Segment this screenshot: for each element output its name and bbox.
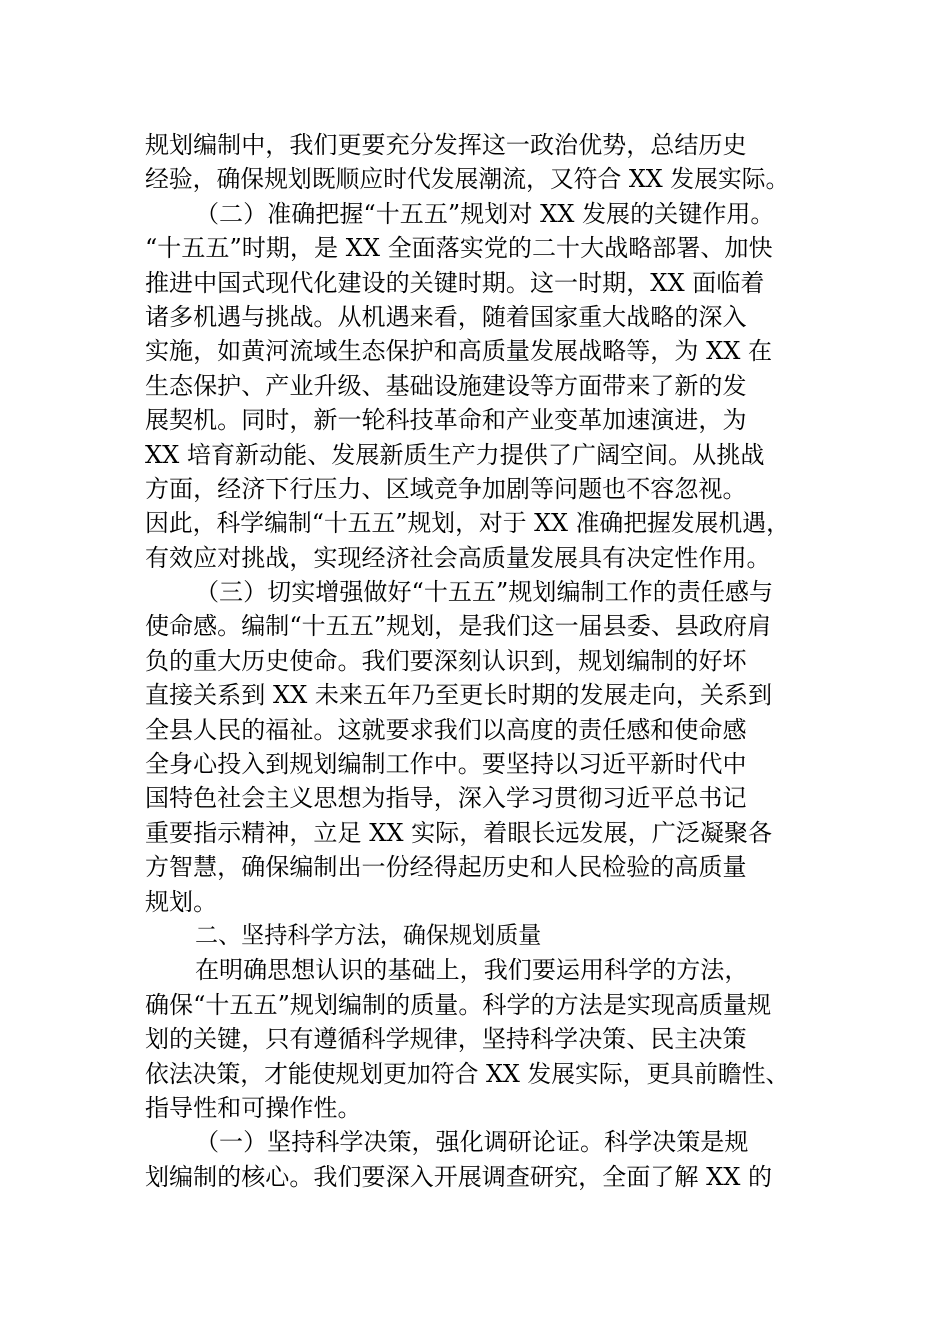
text-line: XX 培育新动能、发展新质生产力提供了广阔空间。从挑战 — [145, 440, 765, 469]
text-line: 确保“十五五”规划编制的质量。科学的方法是实现高质量规 — [145, 990, 772, 1019]
text-line: 使命感。编制“十五五”规划，是我们这一届县委、县政府肩 — [145, 612, 772, 641]
section-heading: 二、坚持科学方法，确保规划质量 — [195, 922, 542, 949]
text-line: 方面，经济下行压力、区域竞争加剧等问题也不容忽视。 — [145, 474, 747, 503]
text-line: 负的重大历史使命。我们要深刻认识到，规划编制的好坏 — [145, 646, 747, 675]
text-line: 全身心投入到规划编制工作中。要坚持以习近平新时代中 — [145, 750, 747, 779]
text-line: 因此，科学编制“十五五”规划，对于 XX 准确把握发展机遇， — [145, 509, 790, 538]
text-line: 规划。 — [145, 887, 218, 916]
text-line: 直接关系到 XX 未来五年乃至更长时期的发展走向，关系到 — [145, 681, 773, 710]
document-body — [145, 128, 815, 1194]
text-line: 实施，如黄河流域生态保护和高质量发展战略等，为 XX 在 — [145, 337, 773, 366]
text-line: 有效应对挑战，实现经济社会高质量发展具有决定性作用。 — [145, 543, 771, 572]
text-line: 经验，确保规划既顺应时代发展潮流，又符合 XX 发展实际。 — [145, 165, 790, 194]
text-line: 推进中国式现代化建设的关键时期。这一时期，XX 面临着 — [145, 268, 765, 297]
text-line: 全县人民的福祉。这就要求我们以高度的责任感和使命感 — [145, 715, 747, 744]
text-line: 规划编制中，我们更要充分发挥这一政治优势，总结历史 — [145, 131, 747, 159]
subsection-heading-line: （三）切实增强做好“十五五”规划编制工作的责任感与 — [195, 578, 774, 607]
text-line: 指导性和可操作性。 — [145, 1093, 362, 1122]
text-line: 划的关键，只有遵循科学规律，坚持科学决策、民主决策 — [145, 1025, 747, 1054]
subsection-heading-line: （二）准确把握“十五五”规划对 XX 发展的关键作用。 — [195, 199, 775, 228]
text-line: 国特色社会主义思想为指导，深入学习贯彻习近平总书记 — [145, 784, 747, 813]
text-line: “十五五”时期，是 XX 全面落实党的二十大战略部署、加快 — [145, 234, 773, 263]
text-line: 展契机。同时，新一轮科技革命和产业变革加速演进，为 — [145, 406, 747, 435]
text-line: 生态保护、产业升级、基础设施建设等方面带来了新的发 — [145, 371, 747, 400]
text-line: 划编制的核心。我们要深入开展调查研究，全面了解 XX 的 — [145, 1162, 773, 1191]
paragraph-first-line: 在明确思想认识的基础上，我们要运用科学的方法， — [195, 956, 749, 985]
text-line: 方智慧，确保编制出一份经得起历史和人民检验的高质量 — [145, 853, 747, 882]
subsection-heading-line: （一）坚持科学决策，强化调研论证。科学决策是规 — [195, 1128, 749, 1157]
text-line: 重要指示精神，立足 XX 实际，着眼长远发展，广泛凝聚各 — [145, 818, 773, 847]
text-line: 诸多机遇与挑战。从机遇来看，随着国家重大战略的深入 — [145, 302, 747, 331]
text-line: 依法决策，才能使规划更加符合 XX 发展实际，更具前瞻性、 — [145, 1059, 790, 1088]
